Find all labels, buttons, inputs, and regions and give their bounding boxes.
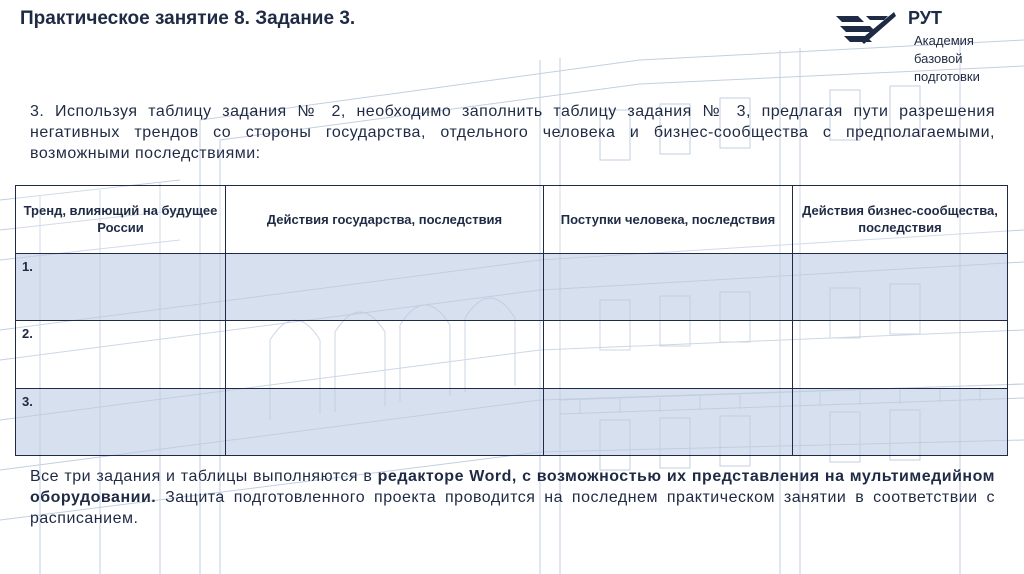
table-cell[interactable] xyxy=(16,321,226,389)
table-cell[interactable] xyxy=(544,253,793,321)
rut-logo-icon xyxy=(836,10,896,48)
column-header-business: Действия бизнес-сообщества, последствия xyxy=(793,186,1008,254)
org-line: Академия xyxy=(914,33,974,48)
table-row xyxy=(16,253,1008,321)
table-cell[interactable] xyxy=(16,253,226,321)
task-description: 3. Используя таблицу задания № 2, необходимо заполнить таблицу задания № 3, предлагая пути разрешения негативных трендов со стороны государства, отдельного человека и бизнес-сообщества с предполагаемыми, возможными последствиями: xyxy=(30,103,995,162)
table-cell[interactable] xyxy=(793,253,1008,321)
table-row xyxy=(16,321,1008,389)
row-number: 3. xyxy=(22,393,33,409)
footer-text: Все три задания и таблицы выполняются в xyxy=(30,468,378,485)
org-line: базовой xyxy=(914,51,963,66)
instructions-footer xyxy=(30,466,995,529)
table-cell[interactable] xyxy=(793,321,1008,389)
org-line: подготовки xyxy=(914,69,980,84)
column-header-trend: Тренд, влияющий на будущее России xyxy=(16,186,226,254)
footer-emphasis: редакторе Word, с возможностью их представления на мультимедийном оборудовании. xyxy=(30,468,995,506)
table-cell[interactable] xyxy=(226,388,544,456)
table-cell[interactable] xyxy=(226,253,544,321)
row-number: 2. xyxy=(22,326,33,341)
row-number: 1. xyxy=(22,258,33,274)
table-cell[interactable] xyxy=(544,388,793,456)
task-table xyxy=(15,185,1008,456)
footer-text-end: Защита подготовленного проекта проводится на последнем практическом занятии в соответствии с расписанием. xyxy=(30,489,995,527)
slide-title: Практическое занятие 8. Задание 3. xyxy=(20,8,356,29)
table-cell[interactable] xyxy=(793,388,1008,456)
column-header-person: Поступки человека, последствия xyxy=(544,186,793,254)
table-cell[interactable] xyxy=(16,388,226,456)
column-header-state: Действия государства, последствия xyxy=(226,186,544,254)
table-cell[interactable] xyxy=(544,321,793,389)
org-full-name xyxy=(914,32,1024,86)
org-short-name: РУТ xyxy=(908,8,942,28)
table-row xyxy=(16,388,1008,456)
table-cell[interactable] xyxy=(226,321,544,389)
table-header-row xyxy=(16,186,1008,254)
